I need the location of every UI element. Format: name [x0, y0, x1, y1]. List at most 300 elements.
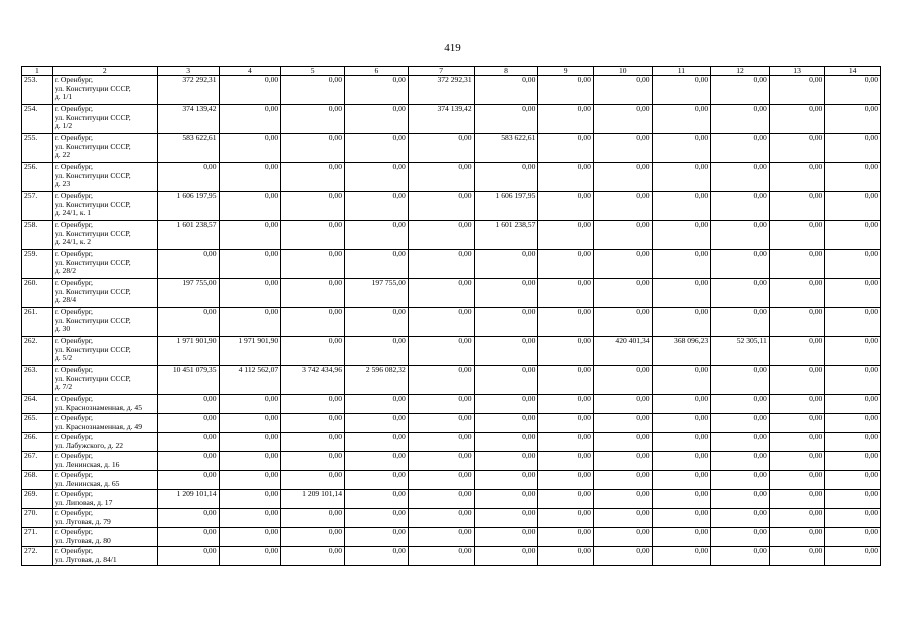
- address-line: г. Оренбург,: [54, 191, 93, 200]
- table-row: [22, 471, 881, 490]
- value-cell: 0,00: [652, 279, 711, 308]
- value-cell: 0,00: [711, 433, 770, 452]
- value-cell: 1 971 901,90: [157, 337, 219, 366]
- value-cell: 0,00: [157, 452, 219, 471]
- value-cell: 0,00: [825, 366, 881, 395]
- table-row: [22, 366, 881, 395]
- value-cell: 0,00: [345, 192, 409, 221]
- value-cell: 0,00: [825, 221, 881, 250]
- value-cell: 0,00: [408, 279, 474, 308]
- value-cell: 0,00: [593, 395, 652, 414]
- value-cell: 0,00: [652, 105, 711, 134]
- value-cell: 0,00: [408, 366, 474, 395]
- value-cell: 0,00: [538, 250, 594, 279]
- address-line: г. Оренбург,: [54, 470, 93, 479]
- column-header: 10: [593, 67, 652, 76]
- value-cell: 0,00: [711, 395, 770, 414]
- address-line: ул. Конституции СССР,: [54, 257, 131, 267]
- value-cell: 0,00: [345, 490, 409, 509]
- value-cell: 0,00: [652, 221, 711, 250]
- row-number: 264.: [22, 395, 53, 414]
- value-cell: 0,00: [219, 528, 281, 547]
- value-cell: 0,00: [538, 221, 594, 250]
- value-cell: 0,00: [219, 414, 281, 433]
- column-header: 8: [474, 67, 538, 76]
- address-line: ул. Луговая, д. 79: [54, 516, 111, 526]
- address-cell: [52, 279, 157, 308]
- address-line: ул. Луговая, д. 80: [54, 535, 111, 545]
- value-cell: 0,00: [281, 509, 345, 528]
- value-cell: 0,00: [769, 163, 825, 192]
- row-number: 263.: [22, 366, 53, 395]
- value-cell: 0,00: [281, 547, 345, 566]
- value-cell: 0,00: [281, 163, 345, 192]
- value-cell: 0,00: [345, 163, 409, 192]
- column-header: 12: [711, 67, 770, 76]
- value-cell: 0,00: [538, 105, 594, 134]
- row-number: 269.: [22, 490, 53, 509]
- value-cell: 0,00: [825, 105, 881, 134]
- table-row: [22, 134, 881, 163]
- value-cell: 0,00: [652, 471, 711, 490]
- value-cell: 0,00: [474, 366, 538, 395]
- value-cell: 0,00: [825, 279, 881, 308]
- table-row: [22, 509, 881, 528]
- table-row: [22, 76, 881, 105]
- value-cell: 0,00: [769, 509, 825, 528]
- value-cell: 1 606 197,95: [474, 192, 538, 221]
- value-cell: 4 112 562,07: [219, 366, 281, 395]
- address-line: д. 24/1, к. 1: [54, 208, 92, 218]
- value-cell: 0,00: [769, 337, 825, 366]
- value-cell: 0,00: [281, 279, 345, 308]
- value-cell: 0,00: [593, 308, 652, 337]
- value-cell: 0,00: [538, 366, 594, 395]
- value-cell: 0,00: [219, 395, 281, 414]
- address-cell: [52, 337, 157, 366]
- value-cell: 0,00: [825, 163, 881, 192]
- address-line: г. Оренбург,: [54, 546, 93, 555]
- value-cell: 0,00: [652, 366, 711, 395]
- value-cell: 0,00: [281, 308, 345, 337]
- value-cell: 0,00: [538, 163, 594, 192]
- value-cell: 0,00: [281, 221, 345, 250]
- value-cell: 0,00: [593, 528, 652, 547]
- value-cell: 52 305,11: [711, 337, 770, 366]
- value-cell: 0,00: [652, 433, 711, 452]
- table-row: [22, 308, 881, 337]
- value-cell: 0,00: [408, 471, 474, 490]
- value-cell: 0,00: [825, 433, 881, 452]
- row-number: 272.: [22, 547, 53, 566]
- address-line: г. Оренбург,: [54, 336, 93, 345]
- value-cell: 0,00: [474, 528, 538, 547]
- value-cell: 0,00: [408, 509, 474, 528]
- address-line: г. Оренбург,: [54, 307, 93, 316]
- address-cell: [52, 509, 157, 528]
- value-cell: 0,00: [219, 547, 281, 566]
- value-cell: 0,00: [538, 452, 594, 471]
- address-line: ул. Конституции СССР,: [54, 112, 131, 122]
- address-cell: [52, 471, 157, 490]
- value-cell: 0,00: [769, 395, 825, 414]
- value-cell: 0,00: [825, 337, 881, 366]
- value-cell: 0,00: [825, 250, 881, 279]
- value-cell: 420 401,34: [593, 337, 652, 366]
- address-cell: [52, 414, 157, 433]
- value-cell: 0,00: [281, 337, 345, 366]
- value-cell: 0,00: [711, 250, 770, 279]
- value-cell: 0,00: [711, 192, 770, 221]
- value-cell: 0,00: [474, 433, 538, 452]
- address-line: д. 28/4: [54, 295, 77, 305]
- value-cell: 0,00: [408, 452, 474, 471]
- value-cell: 0,00: [281, 528, 345, 547]
- address-line: ул. Конституции СССР,: [54, 170, 131, 180]
- address-cell: [52, 395, 157, 414]
- value-cell: 0,00: [281, 76, 345, 105]
- address-line: г. Оренбург,: [54, 489, 93, 498]
- value-cell: 0,00: [825, 308, 881, 337]
- column-header: 1: [22, 67, 53, 76]
- value-cell: 0,00: [769, 547, 825, 566]
- value-cell: 0,00: [593, 279, 652, 308]
- value-cell: 0,00: [474, 547, 538, 566]
- value-cell: 0,00: [711, 76, 770, 105]
- value-cell: 0,00: [474, 308, 538, 337]
- table-row: [22, 105, 881, 134]
- address-line: г. Оренбург,: [54, 365, 93, 374]
- value-cell: 0,00: [711, 308, 770, 337]
- address-line: г. Оренбург,: [54, 162, 93, 171]
- address-line: г. Оренбург,: [54, 133, 93, 142]
- address-line: ул. Конституции СССР,: [54, 141, 131, 151]
- value-cell: 0,00: [825, 528, 881, 547]
- value-cell: 0,00: [474, 279, 538, 308]
- value-cell: 0,00: [345, 395, 409, 414]
- address-cell: [52, 433, 157, 452]
- value-cell: 0,00: [538, 471, 594, 490]
- value-cell: 0,00: [345, 509, 409, 528]
- value-cell: 0,00: [769, 490, 825, 509]
- row-number: 259.: [22, 250, 53, 279]
- value-cell: 0,00: [593, 76, 652, 105]
- value-cell: 0,00: [769, 134, 825, 163]
- value-cell: 0,00: [593, 134, 652, 163]
- row-number: 258.: [22, 221, 53, 250]
- value-cell: 0,00: [157, 250, 219, 279]
- value-cell: 0,00: [711, 490, 770, 509]
- value-cell: 0,00: [408, 414, 474, 433]
- column-header: 2: [52, 67, 157, 76]
- value-cell: 0,00: [711, 163, 770, 192]
- value-cell: 0,00: [593, 414, 652, 433]
- table-row: [22, 528, 881, 547]
- table-row: [22, 250, 881, 279]
- address-line: г. Оренбург,: [54, 249, 93, 258]
- value-cell: 0,00: [219, 76, 281, 105]
- address-cell: [52, 163, 157, 192]
- value-cell: 0,00: [538, 395, 594, 414]
- value-cell: 0,00: [408, 308, 474, 337]
- column-header: 14: [825, 67, 881, 76]
- address-line: ул. Липовая, д. 17: [54, 497, 113, 507]
- value-cell: 0,00: [281, 192, 345, 221]
- value-cell: 0,00: [825, 76, 881, 105]
- address-line: ул. Конституции СССР,: [54, 83, 131, 93]
- value-cell: 0,00: [538, 337, 594, 366]
- value-cell: 0,00: [538, 433, 594, 452]
- row-number: 271.: [22, 528, 53, 547]
- value-cell: 0,00: [157, 308, 219, 337]
- value-cell: 197 755,00: [157, 279, 219, 308]
- address-line: г. Оренбург,: [54, 451, 93, 460]
- value-cell: 0,00: [593, 509, 652, 528]
- address-line: г. Оренбург,: [54, 413, 93, 422]
- address-line: ул. Лабужского, д. 22: [54, 440, 124, 450]
- address-line: ул. Луговая, д. 84/1: [54, 554, 117, 564]
- address-line: ул. Ленинская, д. 65: [54, 478, 120, 488]
- table-row: [22, 433, 881, 452]
- value-cell: 2 596 082,32: [345, 366, 409, 395]
- value-cell: 1 601 238,57: [474, 221, 538, 250]
- row-number: 265.: [22, 414, 53, 433]
- value-cell: 0,00: [408, 433, 474, 452]
- value-cell: 0,00: [652, 414, 711, 433]
- value-cell: 0,00: [219, 279, 281, 308]
- table-row: [22, 337, 881, 366]
- value-cell: 1 209 101,14: [157, 490, 219, 509]
- table-row: [22, 395, 881, 414]
- address-line: д. 22: [54, 150, 71, 160]
- value-cell: 0,00: [345, 471, 409, 490]
- data-table: [21, 66, 881, 566]
- value-cell: 0,00: [219, 433, 281, 452]
- table-row: [22, 192, 881, 221]
- value-cell: 0,00: [593, 452, 652, 471]
- address-line: г. Оренбург,: [54, 432, 93, 441]
- address-line: ул. Ленинская, д. 16: [54, 459, 120, 469]
- address-line: д. 5/2: [54, 353, 73, 363]
- row-number: 254.: [22, 105, 53, 134]
- value-cell: 0,00: [219, 105, 281, 134]
- value-cell: 0,00: [538, 279, 594, 308]
- value-cell: 0,00: [769, 279, 825, 308]
- value-cell: 0,00: [652, 547, 711, 566]
- value-cell: 0,00: [408, 490, 474, 509]
- value-cell: 0,00: [408, 337, 474, 366]
- row-number: 262.: [22, 337, 53, 366]
- value-cell: 0,00: [825, 192, 881, 221]
- value-cell: 0,00: [593, 221, 652, 250]
- value-cell: 0,00: [281, 433, 345, 452]
- address-line: д. 24/1, к. 2: [54, 237, 92, 247]
- value-cell: 0,00: [652, 528, 711, 547]
- value-cell: 0,00: [652, 395, 711, 414]
- address-cell: [52, 308, 157, 337]
- value-cell: 372 292,31: [157, 76, 219, 105]
- value-cell: 1 601 238,57: [157, 221, 219, 250]
- table-row: [22, 163, 881, 192]
- value-cell: 0,00: [474, 414, 538, 433]
- row-number: 253.: [22, 76, 53, 105]
- column-header: 7: [408, 67, 474, 76]
- table-row: [22, 221, 881, 250]
- address-cell: [52, 528, 157, 547]
- value-cell: 0,00: [538, 547, 594, 566]
- value-cell: 0,00: [345, 547, 409, 566]
- value-cell: 0,00: [474, 509, 538, 528]
- value-cell: 0,00: [769, 433, 825, 452]
- value-cell: 0,00: [769, 528, 825, 547]
- value-cell: 0,00: [711, 414, 770, 433]
- value-cell: 0,00: [281, 134, 345, 163]
- value-cell: 0,00: [157, 547, 219, 566]
- value-cell: 0,00: [593, 250, 652, 279]
- value-cell: 10 451 079,35: [157, 366, 219, 395]
- column-header: 13: [769, 67, 825, 76]
- value-cell: 0,00: [345, 414, 409, 433]
- address-line: г. Оренбург,: [54, 75, 93, 84]
- value-cell: 0,00: [711, 105, 770, 134]
- address-cell: [52, 134, 157, 163]
- row-number: 256.: [22, 163, 53, 192]
- value-cell: 0,00: [219, 250, 281, 279]
- value-cell: 0,00: [474, 105, 538, 134]
- value-cell: 0,00: [157, 414, 219, 433]
- address-line: г. Оренбург,: [54, 220, 93, 229]
- table-row: [22, 547, 881, 566]
- value-cell: 197 755,00: [345, 279, 409, 308]
- value-cell: 0,00: [652, 308, 711, 337]
- value-cell: 0,00: [825, 134, 881, 163]
- address-cell: [52, 76, 157, 105]
- address-line: ул. Конституции СССР,: [54, 344, 131, 354]
- value-cell: 583 622,61: [474, 134, 538, 163]
- value-cell: 0,00: [157, 528, 219, 547]
- row-number: 255.: [22, 134, 53, 163]
- value-cell: 1 209 101,14: [281, 490, 345, 509]
- value-cell: 0,00: [769, 471, 825, 490]
- value-cell: 0,00: [408, 221, 474, 250]
- row-number: 257.: [22, 192, 53, 221]
- value-cell: 0,00: [711, 528, 770, 547]
- value-cell: 0,00: [825, 395, 881, 414]
- value-cell: 0,00: [474, 395, 538, 414]
- value-cell: 0,00: [593, 547, 652, 566]
- value-cell: 0,00: [281, 395, 345, 414]
- address-line: ул. Конституции СССР,: [54, 286, 131, 296]
- value-cell: 372 292,31: [408, 76, 474, 105]
- table-row: [22, 414, 881, 433]
- value-cell: 0,00: [711, 452, 770, 471]
- address-line: д. 30: [54, 324, 71, 334]
- address-cell: [52, 250, 157, 279]
- column-header: 5: [281, 67, 345, 76]
- value-cell: 0,00: [711, 221, 770, 250]
- value-cell: 0,00: [769, 452, 825, 471]
- value-cell: 0,00: [219, 490, 281, 509]
- value-cell: 0,00: [219, 192, 281, 221]
- value-cell: 0,00: [157, 509, 219, 528]
- value-cell: 0,00: [474, 337, 538, 366]
- value-cell: 0,00: [408, 528, 474, 547]
- value-cell: 0,00: [652, 452, 711, 471]
- column-header: 6: [345, 67, 409, 76]
- value-cell: 0,00: [408, 250, 474, 279]
- row-number: 270.: [22, 509, 53, 528]
- value-cell: 0,00: [408, 134, 474, 163]
- value-cell: 0,00: [593, 105, 652, 134]
- address-cell: [52, 221, 157, 250]
- value-cell: 0,00: [219, 452, 281, 471]
- address-cell: [52, 452, 157, 471]
- value-cell: 0,00: [652, 134, 711, 163]
- value-cell: 0,00: [652, 76, 711, 105]
- value-cell: 0,00: [825, 509, 881, 528]
- value-cell: 0,00: [345, 221, 409, 250]
- value-cell: 0,00: [711, 471, 770, 490]
- value-cell: 583 622,61: [157, 134, 219, 163]
- address-line: ул. Конституции СССР,: [54, 373, 131, 383]
- value-cell: 0,00: [474, 471, 538, 490]
- column-header: 4: [219, 67, 281, 76]
- value-cell: 0,00: [474, 250, 538, 279]
- value-cell: 0,00: [538, 509, 594, 528]
- value-cell: 0,00: [711, 279, 770, 308]
- value-cell: 0,00: [593, 471, 652, 490]
- row-number: 268.: [22, 471, 53, 490]
- address-line: ул. Краснознаменная, д. 45: [54, 402, 143, 412]
- value-cell: 374 139,42: [157, 105, 219, 134]
- value-cell: 0,00: [652, 250, 711, 279]
- value-cell: 0,00: [538, 528, 594, 547]
- value-cell: 3 742 434,96: [281, 366, 345, 395]
- value-cell: 0,00: [281, 414, 345, 433]
- value-cell: 1 971 901,90: [219, 337, 281, 366]
- value-cell: 0,00: [345, 76, 409, 105]
- value-cell: 0,00: [593, 433, 652, 452]
- address-line: д. 23: [54, 179, 71, 189]
- value-cell: 0,00: [769, 221, 825, 250]
- address-cell: [52, 366, 157, 395]
- value-cell: 0,00: [538, 192, 594, 221]
- value-cell: 0,00: [345, 337, 409, 366]
- value-cell: 0,00: [281, 105, 345, 134]
- table-row: [22, 279, 881, 308]
- value-cell: 1 606 197,95: [157, 192, 219, 221]
- address-line: ул. Краснознаменная, д. 49: [54, 421, 143, 431]
- value-cell: 0,00: [825, 471, 881, 490]
- value-cell: 0,00: [652, 509, 711, 528]
- value-cell: 0,00: [474, 490, 538, 509]
- column-header: 3: [157, 67, 219, 76]
- value-cell: 0,00: [157, 395, 219, 414]
- table-header-row: [22, 67, 881, 76]
- value-cell: 0,00: [157, 471, 219, 490]
- value-cell: 0,00: [345, 433, 409, 452]
- value-cell: 0,00: [538, 490, 594, 509]
- value-cell: 0,00: [652, 490, 711, 509]
- column-header: 11: [652, 67, 711, 76]
- address-line: д. 1/1: [54, 92, 73, 102]
- value-cell: 0,00: [281, 250, 345, 279]
- value-cell: 0,00: [408, 547, 474, 566]
- value-cell: 0,00: [281, 471, 345, 490]
- address-line: ул. Конституции СССР,: [54, 199, 131, 209]
- value-cell: 0,00: [711, 547, 770, 566]
- value-cell: 0,00: [345, 250, 409, 279]
